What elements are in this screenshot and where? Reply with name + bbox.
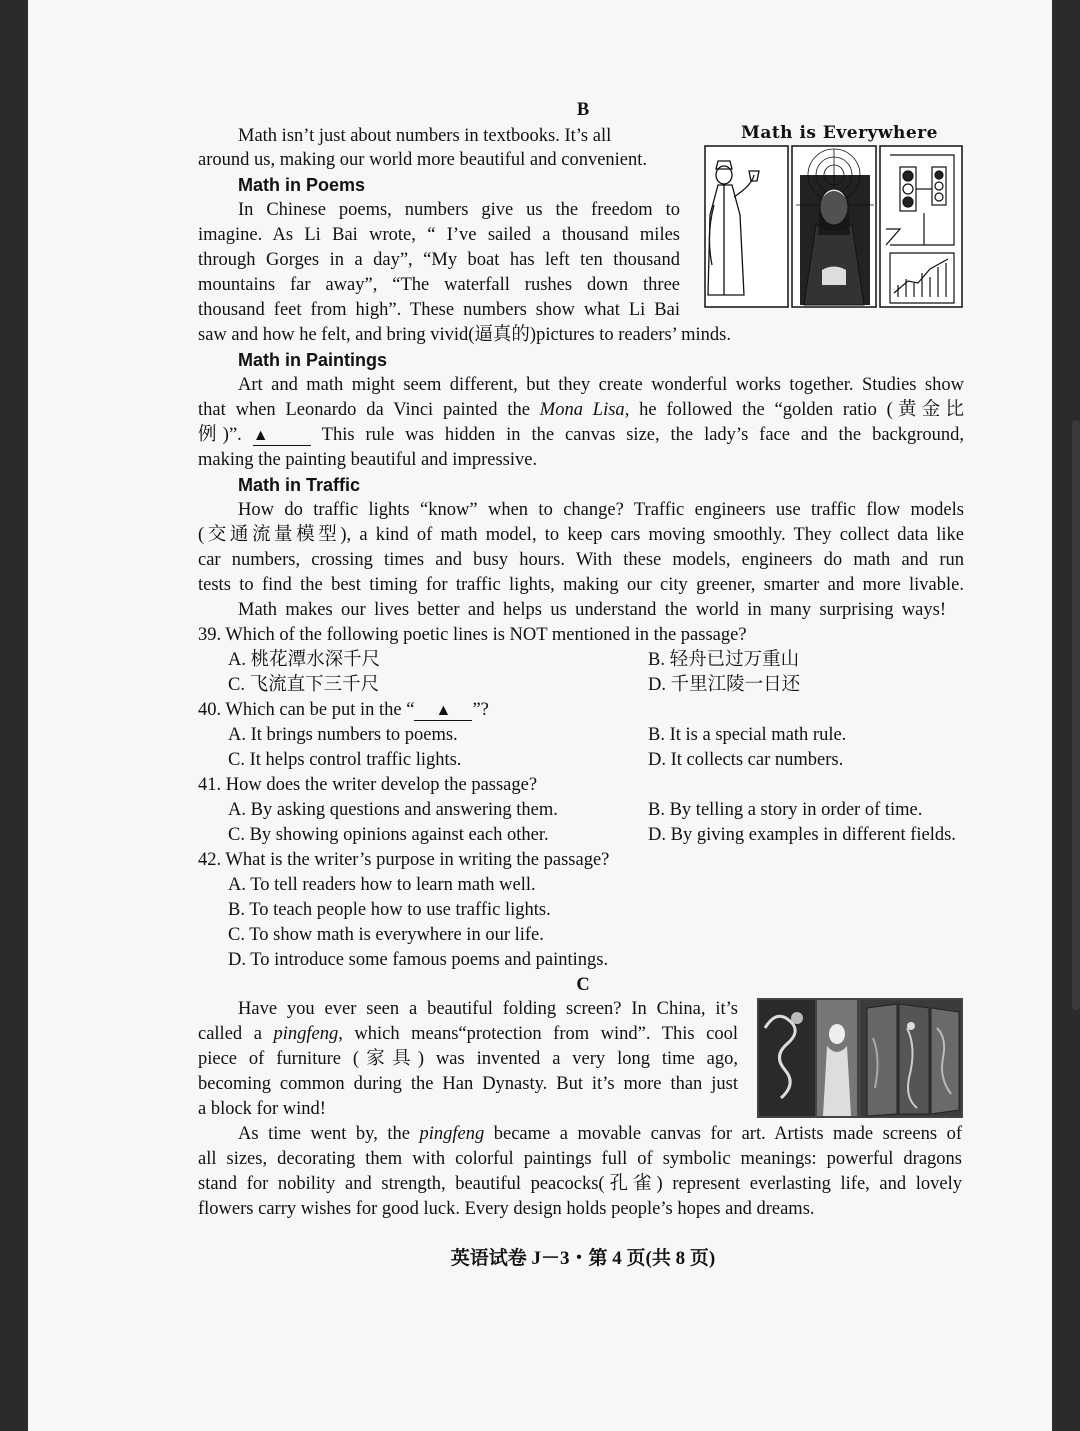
b-intro-line-1: Math isn’t just about numbers in textbooks. It’s all (238, 126, 612, 146)
poems-line-4: mountains far away”, “The waterfall rushes down three (198, 275, 680, 295)
q40-option-d: D. It collects car numbers. (648, 750, 844, 770)
q42-option-a: A. To tell readers how to learn math well. (228, 875, 536, 895)
question-42: 42. What is the writer’s purpose in writing the passage? (198, 850, 610, 870)
paintings-line-3 (198, 423, 964, 447)
paintings-line-1: Art and math might seem different, but they create wonderful works together. Studies show (238, 375, 964, 395)
q40-blank: ▲ (414, 702, 472, 721)
traffic-line-1: How do traffic lights “know” when to change? Traffic engineers use traffic flow models (238, 500, 964, 520)
c-text-a: called a (198, 1024, 274, 1044)
folding-screen-photo (757, 998, 963, 1118)
poems-line-5: thousand feet from high”. These numbers show what Li Bai (198, 300, 680, 320)
c-text-c: As time went by, the (238, 1124, 420, 1144)
traffic-line-4: tests to find the best timing for traffic lights, making our city greener, smarter and more livable. (198, 575, 964, 595)
q41-option-c: C. By showing opinions against each other. (228, 825, 549, 845)
exam-page (28, 0, 1052, 1431)
poems-line-2: imagine. As Li Bai wrote, “ I’ve sailed a thousand miles (198, 225, 680, 245)
paintings-italic-title: Mona Lisa (539, 400, 625, 420)
c-line-5: a block for wind! (198, 1099, 326, 1119)
q40-stem-end: ”? (472, 700, 489, 720)
q41-option-d: D. By giving examples in different fields. (648, 825, 956, 845)
paintings-text-c: 例)”. (198, 425, 242, 445)
paintings-line-2 (198, 398, 964, 422)
c-line-4: becoming common during the Han Dynasty. But it’s more than just (198, 1074, 738, 1094)
c-text-b: , which means“protection from wind”. This cool (338, 1024, 738, 1044)
q42-option-b: B. To teach people how to use traffic lights. (228, 900, 551, 920)
q39-option-d: D. 千里江陵一日还 (648, 675, 801, 695)
q42-option-d: D. To introduce some famous poems and paintings. (228, 950, 609, 970)
c-line-3: piece of furniture (家具) was invented a very long time ago, (198, 1049, 738, 1069)
figure-title: Math is Everywhere (741, 123, 938, 143)
paintings-text-d: This rule was hidden in the canvas size, the lady’s face and the background, (321, 425, 965, 445)
c-italic-pingfeng-2: pingfeng (419, 1124, 485, 1144)
heading-math-in-poems: Math in Poems (238, 175, 366, 195)
traffic-line-3: car numbers, crossing times and busy hours. With these models, engineers do math and run (198, 550, 964, 570)
closing-line: Math makes our lives better and helps us understand the world in many surprising ways! (238, 600, 946, 620)
c-line-2 (198, 1022, 738, 1046)
q42-option-c: C. To show math is everywhere in our life. (228, 925, 544, 945)
paintings-line-4: making the painting beautiful and impressive. (198, 450, 538, 470)
question-39: 39. Which of the following poetic lines is NOT mentioned in the passage? (198, 625, 747, 645)
q41-option-b: B. By telling a story in order of time. (648, 800, 923, 820)
q40-option-c: C. It helps control traffic lights. (228, 750, 462, 770)
q40-option-a: A. It brings numbers to poems. (228, 725, 458, 745)
math-everywhere-illustration (704, 145, 964, 309)
traffic-line-2: (交通流量模型), a kind of math model, to keep cars moving smoothly. They collect data like (198, 525, 964, 545)
section-b-heading: B (576, 100, 590, 120)
q40-option-b: B. It is a special math rule. (648, 725, 847, 745)
q40-stem: 40. Which can be put in the “ (198, 700, 415, 720)
poems-line-1: In Chinese poems, numbers give us the freedom to (238, 200, 680, 220)
c-line-6 (238, 1122, 962, 1146)
q39-option-c: C. 飞流直下三千尺 (228, 675, 380, 695)
paintings-text-a: that when Leonardo da Vinci painted the (198, 400, 540, 420)
c-line-7: all sizes, decorating them with colorful paintings full of symbolic meanings: powerful dragons (198, 1149, 962, 1169)
c-italic-pingfeng: pingfeng (273, 1024, 339, 1044)
scrollbar[interactable] (1072, 420, 1080, 1010)
section-c-heading: C (576, 975, 590, 995)
q41-option-a: A. By asking questions and answering them. (228, 800, 558, 820)
c-line-8: stand for nobility and strength, beautiful peacocks(孔雀) represent everlasting life, and lovely (198, 1174, 962, 1194)
poems-line-3: through Gorges in a day”, “My boat has left ten thousand (198, 250, 680, 270)
question-41: 41. How does the writer develop the passage? (198, 775, 538, 795)
c-line-9: flowers carry wishes for good luck. Every design holds people’s hopes and dreams. (198, 1199, 815, 1219)
page-footer: 英语试卷 J－3・第 4 页(共 8 页) (450, 1248, 716, 1269)
q39-option-b: B. 轻舟已过万重山 (648, 650, 800, 670)
q39-option-a: A. 桃花潭水深千尺 (228, 650, 381, 670)
b-intro-line-2: around us, making our world more beautiful and convenient. (198, 150, 648, 170)
heading-math-in-traffic: Math in Traffic (238, 475, 361, 495)
heading-math-in-paintings: Math in Paintings (238, 350, 388, 370)
question-40 (198, 698, 489, 722)
c-text-d: became a movable canvas for art. Artists made screens of (484, 1124, 962, 1144)
answer-blank: ▲ (253, 427, 311, 446)
c-line-1: Have you ever seen a beautiful folding screen? In China, it’s (238, 999, 738, 1019)
paintings-text-b: , he followed the “golden ratio (黄金比 (624, 400, 964, 420)
poems-line-6: saw and how he felt, and bring vivid(逼真的)pictures to readers’ minds. (198, 325, 731, 345)
